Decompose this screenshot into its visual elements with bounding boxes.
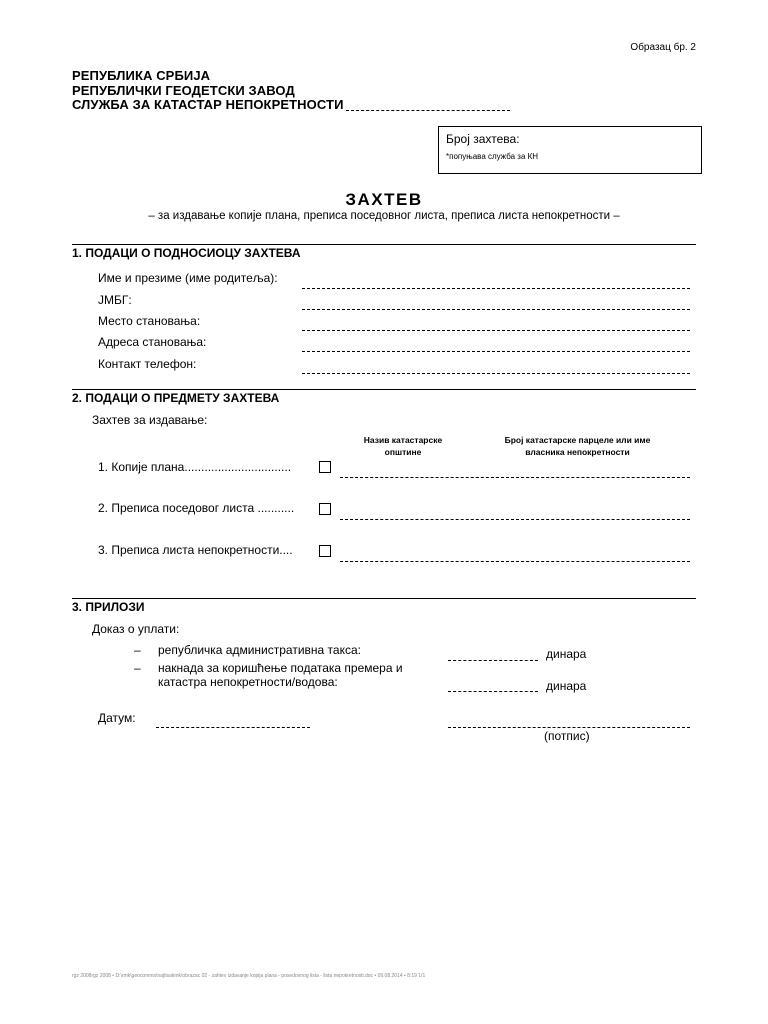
- dash-marker: –: [134, 643, 141, 657]
- name-field[interactable]: [302, 288, 690, 289]
- field-label-name: Име и презиме (име родитеља):: [98, 271, 278, 285]
- address-field[interactable]: [302, 351, 690, 352]
- data-usage-fee-currency: динара: [546, 679, 587, 693]
- property-sheet-checkbox[interactable]: [319, 545, 331, 557]
- field-label-jmbg: ЈМБГ:: [98, 293, 132, 307]
- item-possession-sheet: 2. Преписа поседовог листа ...........: [98, 501, 295, 515]
- possession-sheet-details-field[interactable]: [340, 519, 690, 520]
- item-plan-copy: 1. Копије плана................................: [98, 460, 292, 474]
- form-number: Образац бр. 2: [630, 42, 696, 53]
- data-usage-fee-amount-field[interactable]: [448, 691, 538, 692]
- request-number-note: *попуњава служба за КН: [446, 152, 539, 161]
- signature-field[interactable]: [448, 727, 690, 728]
- admin-fee-amount-field[interactable]: [448, 660, 538, 661]
- section2-intro: Захтев за издавање:: [92, 413, 208, 427]
- plan-copy-details-field[interactable]: [340, 477, 690, 478]
- plan-copy-checkbox[interactable]: [319, 461, 331, 473]
- column-header-parcel-or-owner: Број катастарске парцеле или име власника непокретности: [504, 435, 651, 457]
- header-republic: РЕПУБЛИКА СРБИЈА: [72, 68, 211, 83]
- document-subtitle: – за издавање копије плана, преписа поседовног листа, преписа листа непокретности –: [148, 210, 620, 222]
- footer-file-info: rgz 2008rgz 2008 • D:\rmk\geocomms\najtisakmk\obrazac 02 - zahtev izdavanje kopija plana - posedovnog lista - lista nepokretnosti.doc • 09.08.2014 • 8:19 1/1: [72, 973, 426, 979]
- section3-title: 3. ПРИЛОЗИ: [72, 600, 145, 614]
- section2-title: 2. ПОДАЦИ О ПРЕДМЕТУ ЗАХТЕВА: [72, 391, 280, 405]
- section1-title: 1. ПОДАЦИ О ПОДНОСИОЦУ ЗАХТЕВА: [72, 246, 301, 260]
- request-number-label: Број захтева:: [446, 132, 520, 146]
- signature-label: (потпис): [544, 729, 590, 743]
- payment-proof-label: Доказ о уплати:: [92, 622, 180, 636]
- phone-field[interactable]: [302, 373, 690, 374]
- field-label-address: Адреса становања:: [98, 335, 207, 349]
- request-number-box: [438, 126, 702, 174]
- field-label-phone: Контакт телефон:: [98, 357, 197, 371]
- dash-marker: –: [134, 661, 141, 675]
- place-field[interactable]: [302, 330, 690, 331]
- property-sheet-details-field[interactable]: [340, 561, 690, 562]
- item-property-sheet: 3. Преписа листа непокретности....: [98, 543, 293, 557]
- possession-sheet-checkbox[interactable]: [319, 503, 331, 515]
- header-service: СЛУЖБА ЗА КАТАСТАР НЕПОКРЕТНОСТИ: [72, 97, 344, 112]
- field-label-place: Место становања:: [98, 314, 201, 328]
- service-location-field[interactable]: [346, 110, 510, 111]
- section2-divider: [72, 389, 696, 390]
- jmbg-field[interactable]: [302, 309, 690, 310]
- section1-divider: [72, 244, 696, 245]
- admin-fee-label: републичка административна такса:: [158, 643, 361, 657]
- section3-divider: [72, 598, 696, 599]
- data-usage-fee-label-line1: накнада за коришћење података премера и: [158, 661, 403, 675]
- date-label: Датум:: [98, 711, 136, 725]
- document-title: ЗАХТЕВ: [345, 190, 423, 209]
- column-header-cadastral-municipality: Назив катастарске општине: [363, 435, 443, 457]
- date-field[interactable]: [156, 727, 310, 728]
- admin-fee-currency: динара: [546, 647, 587, 661]
- data-usage-fee-label-line2: катастра непокретности/водова:: [158, 675, 338, 689]
- header-institute: РЕПУБЛИЧКИ ГЕОДЕТСКИ ЗАВОД: [72, 83, 295, 98]
